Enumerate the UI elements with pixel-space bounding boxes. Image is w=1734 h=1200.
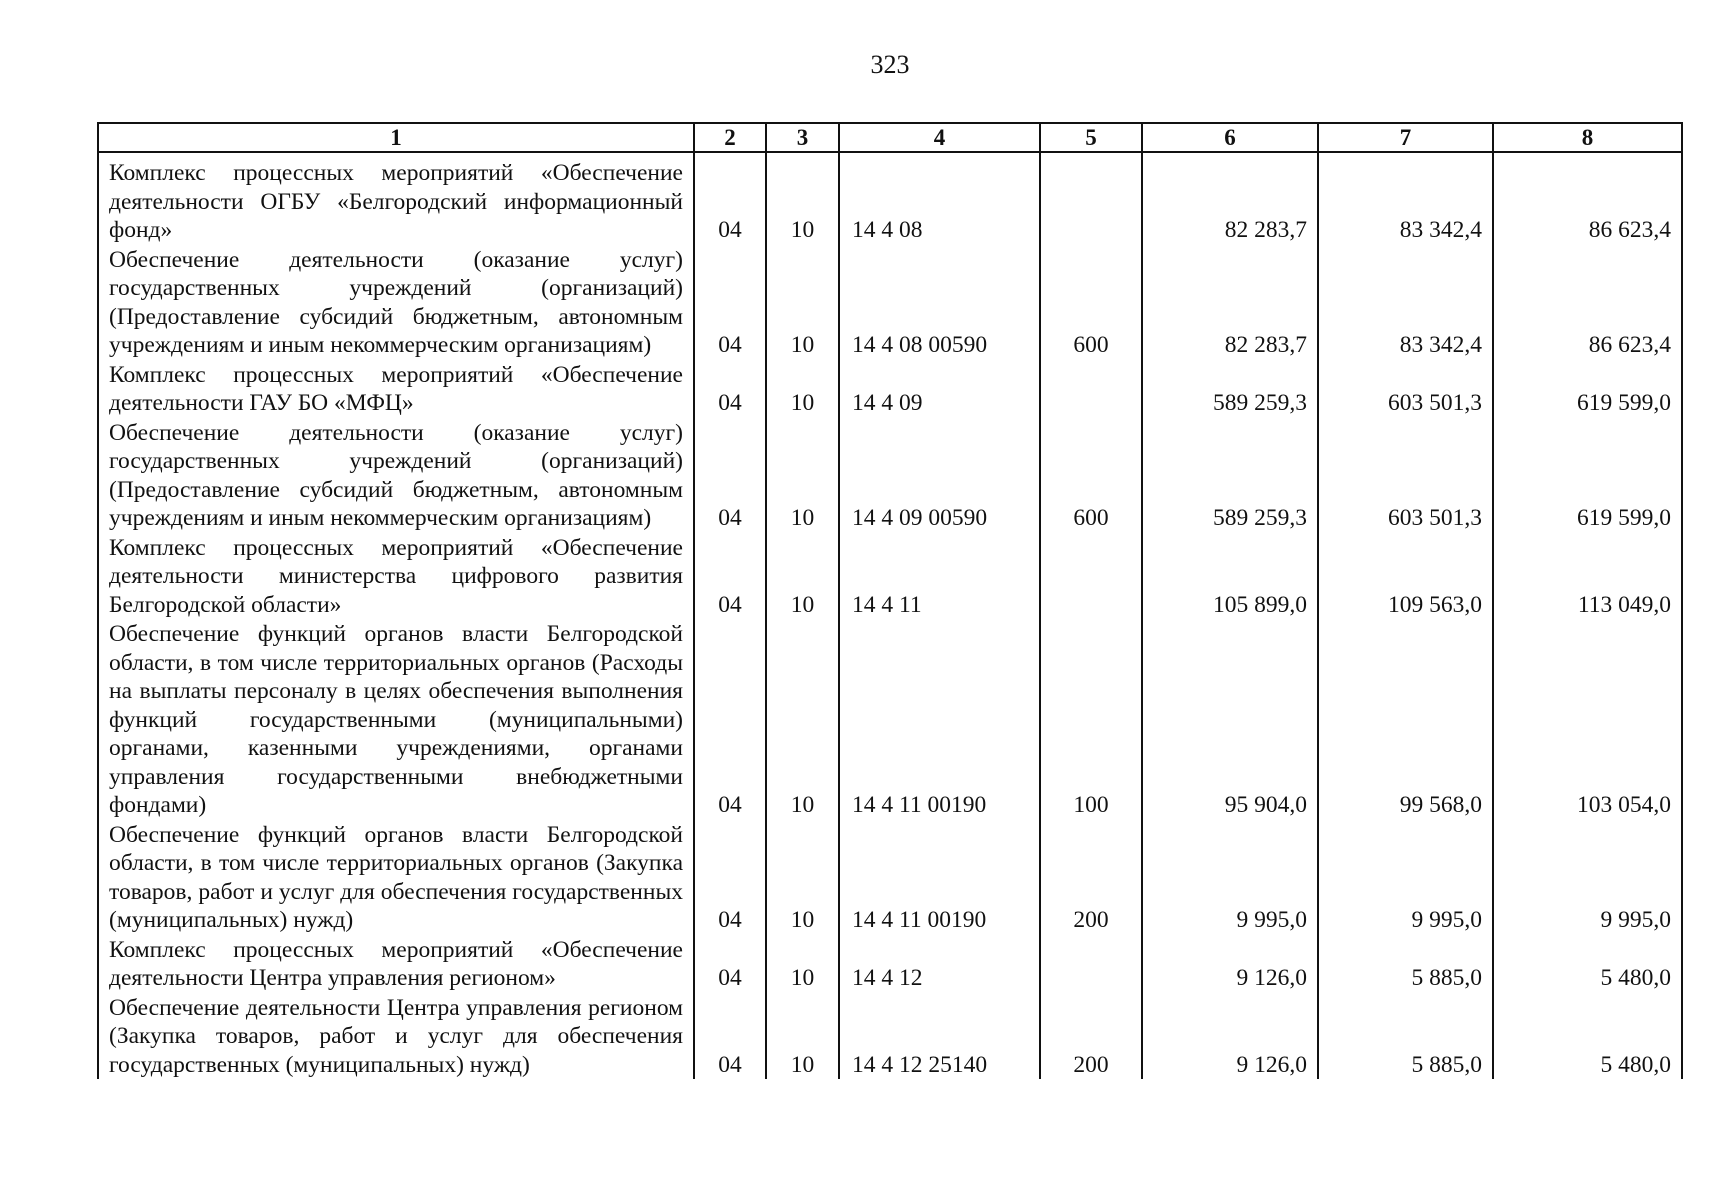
row-name: Комплекс процессных мероприятий «Обеспечение деятельности Центра управления регионом» <box>98 935 694 993</box>
column-header-6: 6 <box>1142 123 1318 152</box>
row-amount-6: 9 126,0 <box>1142 993 1318 1080</box>
row-amount-8: 619 599,0 <box>1493 360 1682 418</box>
table-row <box>98 418 1682 533</box>
row-section: 04 <box>694 533 766 620</box>
row-section: 04 <box>694 418 766 533</box>
row-name: Обеспечение деятельности (оказание услуг) государственных учреждений (организаций) (Предоставление субсидий бюджетным, автономным учреждениям и иным некоммерческим организациям) <box>98 418 694 533</box>
row-expense-type: 600 <box>1040 418 1142 533</box>
row-subsection: 10 <box>766 619 839 820</box>
row-amount-6: 82 283,7 <box>1142 152 1318 245</box>
row-target-code: 14 4 12 <box>839 935 1040 993</box>
row-name: Обеспечение функций органов власти Белгородской области, в том числе территориальных органов (Закупка товаров, работ и услуг для обеспечения государственных (муниципальных) нужд) <box>98 820 694 935</box>
row-subsection: 10 <box>766 935 839 993</box>
row-subsection: 10 <box>766 533 839 620</box>
row-name: Комплекс процессных мероприятий «Обеспечение деятельности ГАУ БО «МФЦ» <box>98 360 694 418</box>
row-amount-8: 619 599,0 <box>1493 418 1682 533</box>
row-amount-6: 105 899,0 <box>1142 533 1318 620</box>
row-target-code: 14 4 09 <box>839 360 1040 418</box>
row-section: 04 <box>694 935 766 993</box>
row-amount-7: 109 563,0 <box>1318 533 1493 620</box>
row-subsection: 10 <box>766 152 839 245</box>
row-name: Комплекс процессных мероприятий «Обеспечение деятельности ОГБУ «Белгородский информационный фонд» <box>98 152 694 245</box>
row-amount-8: 5 480,0 <box>1493 935 1682 993</box>
budget-table <box>97 122 1683 1079</box>
row-amount-7: 5 885,0 <box>1318 993 1493 1080</box>
row-section: 04 <box>694 360 766 418</box>
row-amount-7: 603 501,3 <box>1318 360 1493 418</box>
row-amount-6: 82 283,7 <box>1142 245 1318 360</box>
row-expense-type: 600 <box>1040 245 1142 360</box>
row-expense-type <box>1040 533 1142 620</box>
table-row <box>98 935 1682 993</box>
row-amount-8: 5 480,0 <box>1493 993 1682 1080</box>
column-header-3: 3 <box>766 123 839 152</box>
row-subsection: 10 <box>766 418 839 533</box>
row-subsection: 10 <box>766 993 839 1080</box>
row-target-code: 14 4 11 00190 <box>839 619 1040 820</box>
row-amount-6: 95 904,0 <box>1142 619 1318 820</box>
row-name: Комплекс процессных мероприятий «Обеспечение деятельности министерства цифрового развития Белгородской области» <box>98 533 694 620</box>
row-section: 04 <box>694 152 766 245</box>
row-amount-7: 99 568,0 <box>1318 619 1493 820</box>
row-subsection: 10 <box>766 360 839 418</box>
table-row <box>98 619 1682 820</box>
row-target-code: 14 4 09 00590 <box>839 418 1040 533</box>
table-row <box>98 820 1682 935</box>
table-row <box>98 533 1682 620</box>
row-expense-type: 200 <box>1040 820 1142 935</box>
row-subsection: 10 <box>766 820 839 935</box>
column-header-2: 2 <box>694 123 766 152</box>
row-expense-type: 100 <box>1040 619 1142 820</box>
row-expense-type <box>1040 152 1142 245</box>
row-amount-7: 5 885,0 <box>1318 935 1493 993</box>
table-row <box>98 360 1682 418</box>
row-amount-7: 9 995,0 <box>1318 820 1493 935</box>
row-target-code: 14 4 08 00590 <box>839 245 1040 360</box>
row-section: 04 <box>694 993 766 1080</box>
row-amount-7: 83 342,4 <box>1318 152 1493 245</box>
row-amount-8: 9 995,0 <box>1493 820 1682 935</box>
column-header-8: 8 <box>1493 123 1682 152</box>
row-amount-8: 86 623,4 <box>1493 245 1682 360</box>
row-section: 04 <box>694 245 766 360</box>
row-amount-6: 589 259,3 <box>1142 360 1318 418</box>
row-amount-6: 9 126,0 <box>1142 935 1318 993</box>
row-amount-6: 9 995,0 <box>1142 820 1318 935</box>
row-section: 04 <box>694 820 766 935</box>
row-target-code: 14 4 11 00190 <box>839 820 1040 935</box>
row-amount-7: 603 501,3 <box>1318 418 1493 533</box>
row-section: 04 <box>694 619 766 820</box>
row-target-code: 14 4 08 <box>839 152 1040 245</box>
column-header-7: 7 <box>1318 123 1493 152</box>
table-header-row <box>98 123 1682 152</box>
row-expense-type: 200 <box>1040 993 1142 1080</box>
row-amount-8: 86 623,4 <box>1493 152 1682 245</box>
row-amount-7: 83 342,4 <box>1318 245 1493 360</box>
row-subsection: 10 <box>766 245 839 360</box>
row-expense-type <box>1040 935 1142 993</box>
column-header-5: 5 <box>1040 123 1142 152</box>
row-amount-8: 103 054,0 <box>1493 619 1682 820</box>
column-header-1: 1 <box>98 123 694 152</box>
table-row <box>98 245 1682 360</box>
row-expense-type <box>1040 360 1142 418</box>
table-row <box>98 993 1682 1080</box>
page-number: 323 <box>870 50 910 79</box>
row-name: Обеспечение функций органов власти Белгородской области, в том числе территориальных органов (Расходы на выплаты персоналу в целях обеспечения выполнения функций государственными (муниципальными) органами, казенными учреждениями, органами управления государственными внебюджетными фондами) <box>98 619 694 820</box>
row-amount-6: 589 259,3 <box>1142 418 1318 533</box>
row-target-code: 14 4 11 <box>839 533 1040 620</box>
column-header-4: 4 <box>839 123 1040 152</box>
row-name: Обеспечение деятельности (оказание услуг) государственных учреждений (организаций) (Предоставление субсидий бюджетным, автономным учреждениям и иным некоммерческим организациям) <box>98 245 694 360</box>
row-amount-8: 113 049,0 <box>1493 533 1682 620</box>
row-name: Обеспечение деятельности Центра управления регионом (Закупка товаров, работ и услуг для обеспечения государственных (муниципальных) нужд) <box>98 993 694 1080</box>
row-target-code: 14 4 12 25140 <box>839 993 1040 1080</box>
table-row <box>98 152 1682 245</box>
